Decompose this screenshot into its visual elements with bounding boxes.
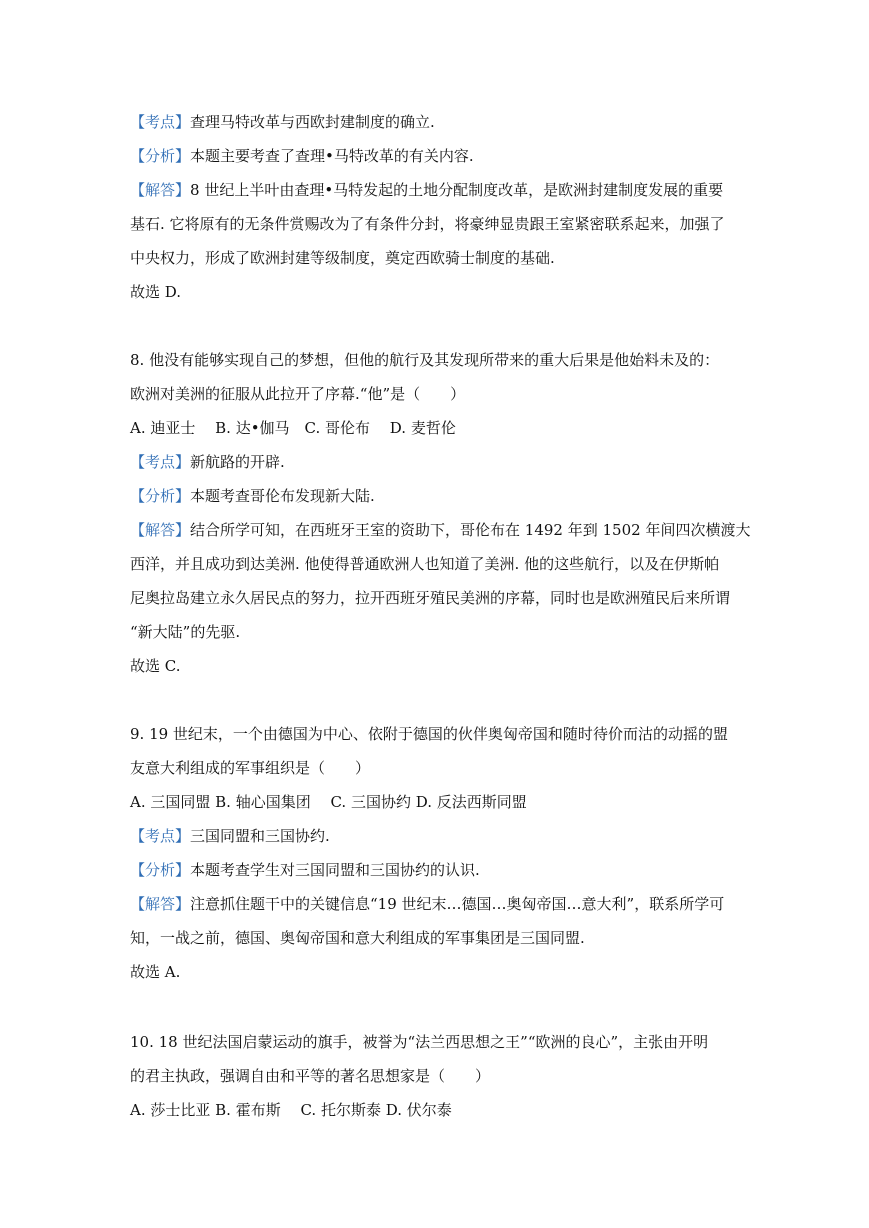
- q8-answer: 故选 C.: [130, 657, 181, 675]
- q8-jieda-line-2: 西洋，并且成功到达美洲. 他使得普通欧洲人也知道了美洲. 他的这些航行，以及在伊斯帕: [130, 555, 720, 573]
- q8-jieda-text-1: 结合所学可知，在西班牙王室的资助下，哥伦布在 1492 年到 1502 年间四次横渡大: [190, 521, 751, 539]
- kaodian-tag: 【考点】: [130, 453, 191, 471]
- jieda-tag: 【解答】: [130, 895, 191, 913]
- q9-fenxi-line: [130, 860, 740, 880]
- q9-jieda-line-2: 知，一战之前，德国、奥匈帝国和意大利组成的军事集团是三国同盟.: [130, 929, 585, 947]
- q10-options: A. 莎士比亚 B. 霍布斯 C. 托尔斯泰 D. 伏尔泰: [130, 1101, 452, 1119]
- fenxi-tag: 【分析】: [130, 147, 191, 165]
- q8-stem-line-2: 欧洲对美洲的征服从此拉开了序幕.“他”是（ ）: [130, 385, 466, 403]
- q8-stem-line-1: 8. 他没有能够实现自己的梦想，但他的航行及其发现所带来的重大后果是他始料未及的：: [130, 351, 720, 369]
- q9-fenxi-text: 本题考查学生对三国同盟和三国协约的认识.: [190, 861, 480, 879]
- q7-kaodian-line: [130, 112, 740, 132]
- jieda-tag: 【解答】: [130, 181, 191, 199]
- fenxi-tag: 【分析】: [130, 861, 191, 879]
- q10-stem-line-2: 的君主执政，强调自由和平等的著名思想家是（ ）: [130, 1067, 491, 1085]
- q8-fenxi-text: 本题考查哥伦布发现新大陆.: [190, 487, 375, 505]
- q9-options: A. 三国同盟 B. 轴心国集团 C. 三国协约 D. 反法西斯同盟: [130, 793, 527, 811]
- q7-fenxi-line: [130, 146, 740, 166]
- q7-fenxi-text: 本题主要考查了查理•马特改革的有关内容.: [190, 147, 474, 165]
- q8-jieda-line-3: 尼奥拉岛建立永久居民点的努力，拉开西班牙殖民美洲的序幕，同时也是欧洲殖民后来所谓: [130, 589, 731, 607]
- q8-kaodian-line: [130, 452, 740, 472]
- jieda-tag: 【解答】: [130, 521, 191, 539]
- q8-jieda-line-4: “新大陆”的先驱.: [130, 623, 241, 641]
- q7-jieda-line-2: 基石. 它将原有的无条件赏赐改为了有条件分封，将豪绅显贵跟王室紧密联系起来，加强了: [130, 215, 725, 233]
- q7-answer: 故选 D.: [130, 283, 182, 301]
- q10-stem-line-1: 10. 18 世纪法国启蒙运动的旗手，被誉为“法兰西思想之王”“欧洲的良心”，主张由开明: [130, 1033, 709, 1051]
- q7-jieda-line-1: [130, 180, 740, 200]
- q9-stem-line-1: 9. 19 世纪末，一个由德国为中心、依附于德国的伙伴奥匈帝国和随时待价而沽的动摇的盟: [130, 725, 728, 743]
- q9-jieda-text-1: 注意抓住题干中的关键信息“19 世纪末…德国…奥匈帝国…意大利”，联系所学可: [190, 895, 725, 913]
- q8-options: A. 迪亚士 B. 达•伽马 C. 哥伦布 D. 麦哲伦: [130, 419, 456, 437]
- q7-jieda-line-3: 中央权力，形成了欧洲封建等级制度，奠定西欧骑士制度的基础.: [130, 249, 555, 267]
- q9-stem-line-2: 友意大利组成的军事组织是（ ）: [130, 759, 371, 777]
- q9-answer: 故选 A.: [130, 963, 181, 981]
- q9-jieda-line-1: [130, 894, 740, 914]
- q9-kaodian-line: [130, 826, 740, 846]
- q8-kaodian-text: 新航路的开辟.: [190, 453, 285, 471]
- q7-jieda-text-1: 8 世纪上半叶由查理•马特发起的土地分配制度改革，是欧洲封建制度发展的重要: [190, 181, 724, 199]
- kaodian-tag: 【考点】: [130, 113, 191, 131]
- q7-kaodian-text: 查理马特改革与西欧封建制度的确立.: [190, 113, 435, 131]
- q8-fenxi-line: [130, 486, 740, 506]
- q8-jieda-line-1: [130, 520, 751, 540]
- fenxi-tag: 【分析】: [130, 487, 191, 505]
- kaodian-tag: 【考点】: [130, 827, 191, 845]
- q9-kaodian-text: 三国同盟和三国协约.: [190, 827, 330, 845]
